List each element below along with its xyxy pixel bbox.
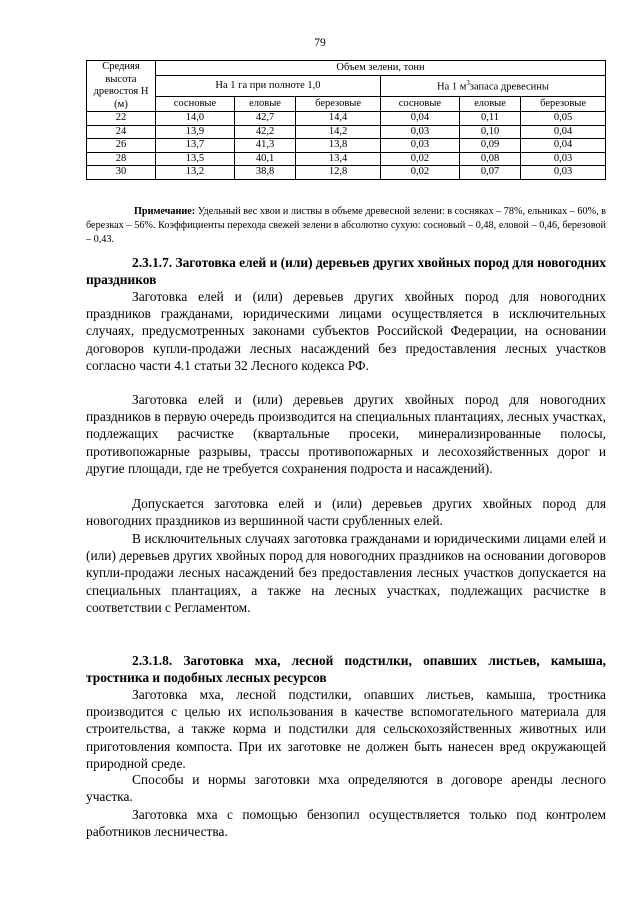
table-cell: 38,8 [234, 166, 295, 180]
section-heading-2-3-1-8: 2.3.1.8. Заготовка мха, лесной подстилки, опавших листьев, камыша, тростника и подобных лесных ресурсов [86, 653, 606, 685]
header-per-m3-pre: На 1 м [437, 81, 467, 93]
table-cell: 0,07 [459, 166, 520, 180]
table-cell: 0,03 [521, 166, 606, 180]
header-col: еловые [234, 96, 295, 111]
table-cell: 13,5 [156, 152, 235, 166]
table-note [86, 205, 606, 247]
header-per-m3-sup: 3 [466, 79, 470, 88]
table-cell: 30 [87, 166, 156, 180]
table-cell: 0,02 [380, 152, 459, 166]
table-cell: 13,7 [156, 139, 235, 153]
paragraph: Заготовка мха с помощью бензопил осуществляется только под контролем работников лесничества. [86, 807, 606, 840]
paragraph: Заготовка мха, лесной подстилки, опавших листьев, камыша, тростника производится с целью их использования в качестве вспомогательного материала для строительства, а также корма и подстилки для сельскохозяйственных животных или приготовления компоста. При их заготовке не должен быть нанесен вред окружающей природной среде. [86, 687, 606, 771]
table-cell: 24 [87, 125, 156, 139]
table-cell: 42,2 [234, 125, 295, 139]
header-col: сосновые [156, 96, 235, 111]
table-cell: 0,10 [459, 125, 520, 139]
table-cell: 13,8 [296, 139, 381, 153]
header-per-m3 [380, 76, 605, 96]
table-cell: 0,03 [380, 139, 459, 153]
table-cell: 0,04 [521, 139, 606, 153]
table-cell: 13,9 [156, 125, 235, 139]
table-cell: 0,09 [459, 139, 520, 153]
table-cell: 0,02 [380, 166, 459, 180]
header-col: березовые [296, 96, 381, 111]
table-cell: 0,03 [521, 152, 606, 166]
paragraph: В исключительных случаях заготовка гражданами и юридическими лицами елей и (или) деревьев других хвойных пород для новогодних праздников на основании договоров купли-продажи лесных насаждений без предоставления лесных участков допускается на специальных плантациях, а также на лесных участках, подлежащих расчистке в соответствии с Регламентом. [86, 531, 606, 615]
header-per-m3-post: запаса древесины [469, 81, 549, 93]
table-cell: 42,7 [234, 112, 295, 126]
table-cell: 14,0 [156, 112, 235, 126]
table-cell: 0,05 [521, 112, 606, 126]
table-cell: 40,1 [234, 152, 295, 166]
table-row [87, 166, 606, 180]
table-cell: 0,08 [459, 152, 520, 166]
table-cell: 12,8 [296, 166, 381, 180]
paragraph: Допускается заготовка елей и (или) деревьев других хвойных пород для новогодних праздников из вершинной части срубленных елей. [86, 496, 606, 529]
header-avg-height: Средняя высота древостоя Н (м) [87, 61, 156, 112]
note-label: Примечание: [134, 206, 196, 217]
note-text: Удельный вес хвои и листвы в объеме древесной зелени: в сосняках – 78%, ельниках – 60%, в березках – 56%. Коэффициенты перехода свежей зелени в абсолютно сухую: сосновый – 0,48, еловой – 0,46, березовой – 0,43. [86, 206, 606, 245]
paragraph: Заготовка елей и (или) деревьев других хвойных пород для новогодних праздников в первую очередь производится на специальных плантациях, лесных участках, подлежащих расчистке (квартальные просеки, минерализированные полосы, противопожарные разрывы, трассы противопожарных и лесохозяйственных дорог и другие площади, где не требуется сохранения подроста и насаждений). [86, 392, 606, 476]
header-col: сосновые [380, 96, 459, 111]
table-cell: 0,04 [521, 125, 606, 139]
table-cell: 41,3 [234, 139, 295, 153]
green-mass-table [86, 60, 606, 180]
table-row [87, 112, 606, 126]
table-cell: 13,4 [296, 152, 381, 166]
table-header-row-3 [87, 96, 606, 111]
table-header-row-1 [87, 61, 606, 76]
table-cell: 14,2 [296, 125, 381, 139]
table-cell: 14,4 [296, 112, 381, 126]
table-cell: 13,2 [156, 166, 235, 180]
table-row [87, 139, 606, 153]
table-cell: 0,04 [380, 112, 459, 126]
table-cell: 28 [87, 152, 156, 166]
table-cell: 26 [87, 139, 156, 153]
paragraph: Заготовка елей и (или) деревьев других хвойных пород для новогодних праздников гражданами, юридическими лицами осуществляется в исключительных случаях, предусмотренных законами субъектов Российской Федерации, на основании договоров купли-продажи лесных насаждений без предоставления лесных участков согласно части 4.1 статьи 32 Лесного кодекса РФ. [86, 289, 606, 373]
header-per-ha: На 1 га при полноте 1,0 [156, 76, 381, 96]
header-col: березовые [521, 96, 606, 111]
table-header-row-2 [87, 76, 606, 96]
table-cell: 0,11 [459, 112, 520, 126]
table-row [87, 125, 606, 139]
section-heading-2-3-1-7: 2.3.1.7. Заготовка елей и (или) деревьев других хвойных пород для новогодних праздников [86, 255, 606, 287]
paragraph: Способы и нормы заготовки мха определяются в договоре аренды лесного участка. [86, 772, 606, 805]
header-col: еловые [459, 96, 520, 111]
header-volume: Объем зелени, тонн [156, 61, 606, 76]
page-number: 79 [314, 37, 326, 49]
table-cell: 0,03 [380, 125, 459, 139]
table-cell: 22 [87, 112, 156, 126]
table-row [87, 152, 606, 166]
